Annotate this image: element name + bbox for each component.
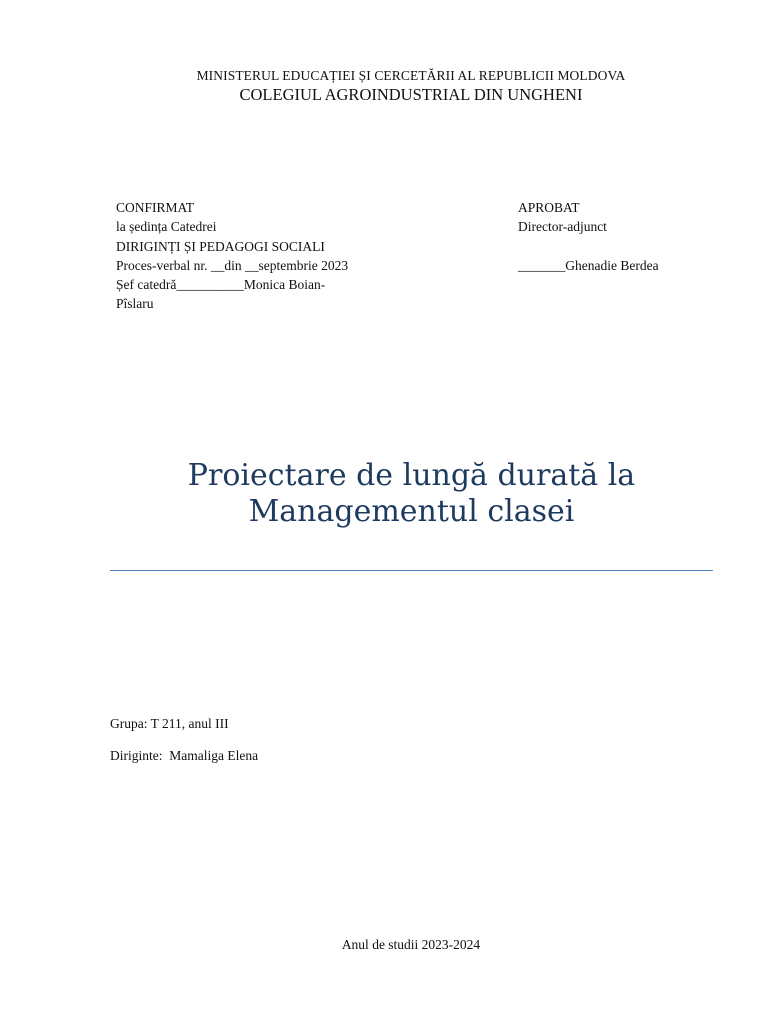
department-head-line2: Pîslaru	[116, 296, 154, 312]
approved-block	[518, 198, 738, 275]
approver-role: Director-adjunct	[518, 219, 607, 235]
spacer	[518, 237, 738, 256]
ministry-name: MINISTERUL EDUCAȚIEI ȘI CERCETĂRII AL REPUBLICII MOLDOVA	[196, 68, 626, 83]
confirmed-heading: CONFIRMAT	[116, 200, 195, 215]
department-head-line1: Șef catedră__________Monica Boian-	[116, 277, 326, 293]
college-name: COLEGIUL AGROINDUSTRIAL DIN UNGHENI	[239, 85, 583, 104]
approved-heading: APROBAT	[518, 200, 580, 215]
title-divider	[110, 570, 713, 571]
minutes-text: Proces-verbal nr. __din __septembrie 2023	[116, 257, 349, 273]
group-info: Grupa: T 211, anul III	[110, 716, 229, 731]
approver-signature: _______Ghenadie Berdea	[518, 257, 659, 273]
teacher-info: Diriginte: Mamaliga Elena	[110, 748, 259, 763]
title-line-2: Managementul clasei	[248, 494, 575, 529]
title-line-1: Proiectare de lungă durată la	[187, 458, 636, 493]
academic-year: Anul de studii 2023-2024	[341, 937, 481, 952]
document-title	[110, 458, 713, 530]
department-name: DIRIGINȚI ȘI PEDAGOGI SOCIALI	[116, 238, 325, 254]
confirmed-block	[116, 198, 386, 314]
meeting-text: la ședința Catedrei	[116, 219, 217, 235]
